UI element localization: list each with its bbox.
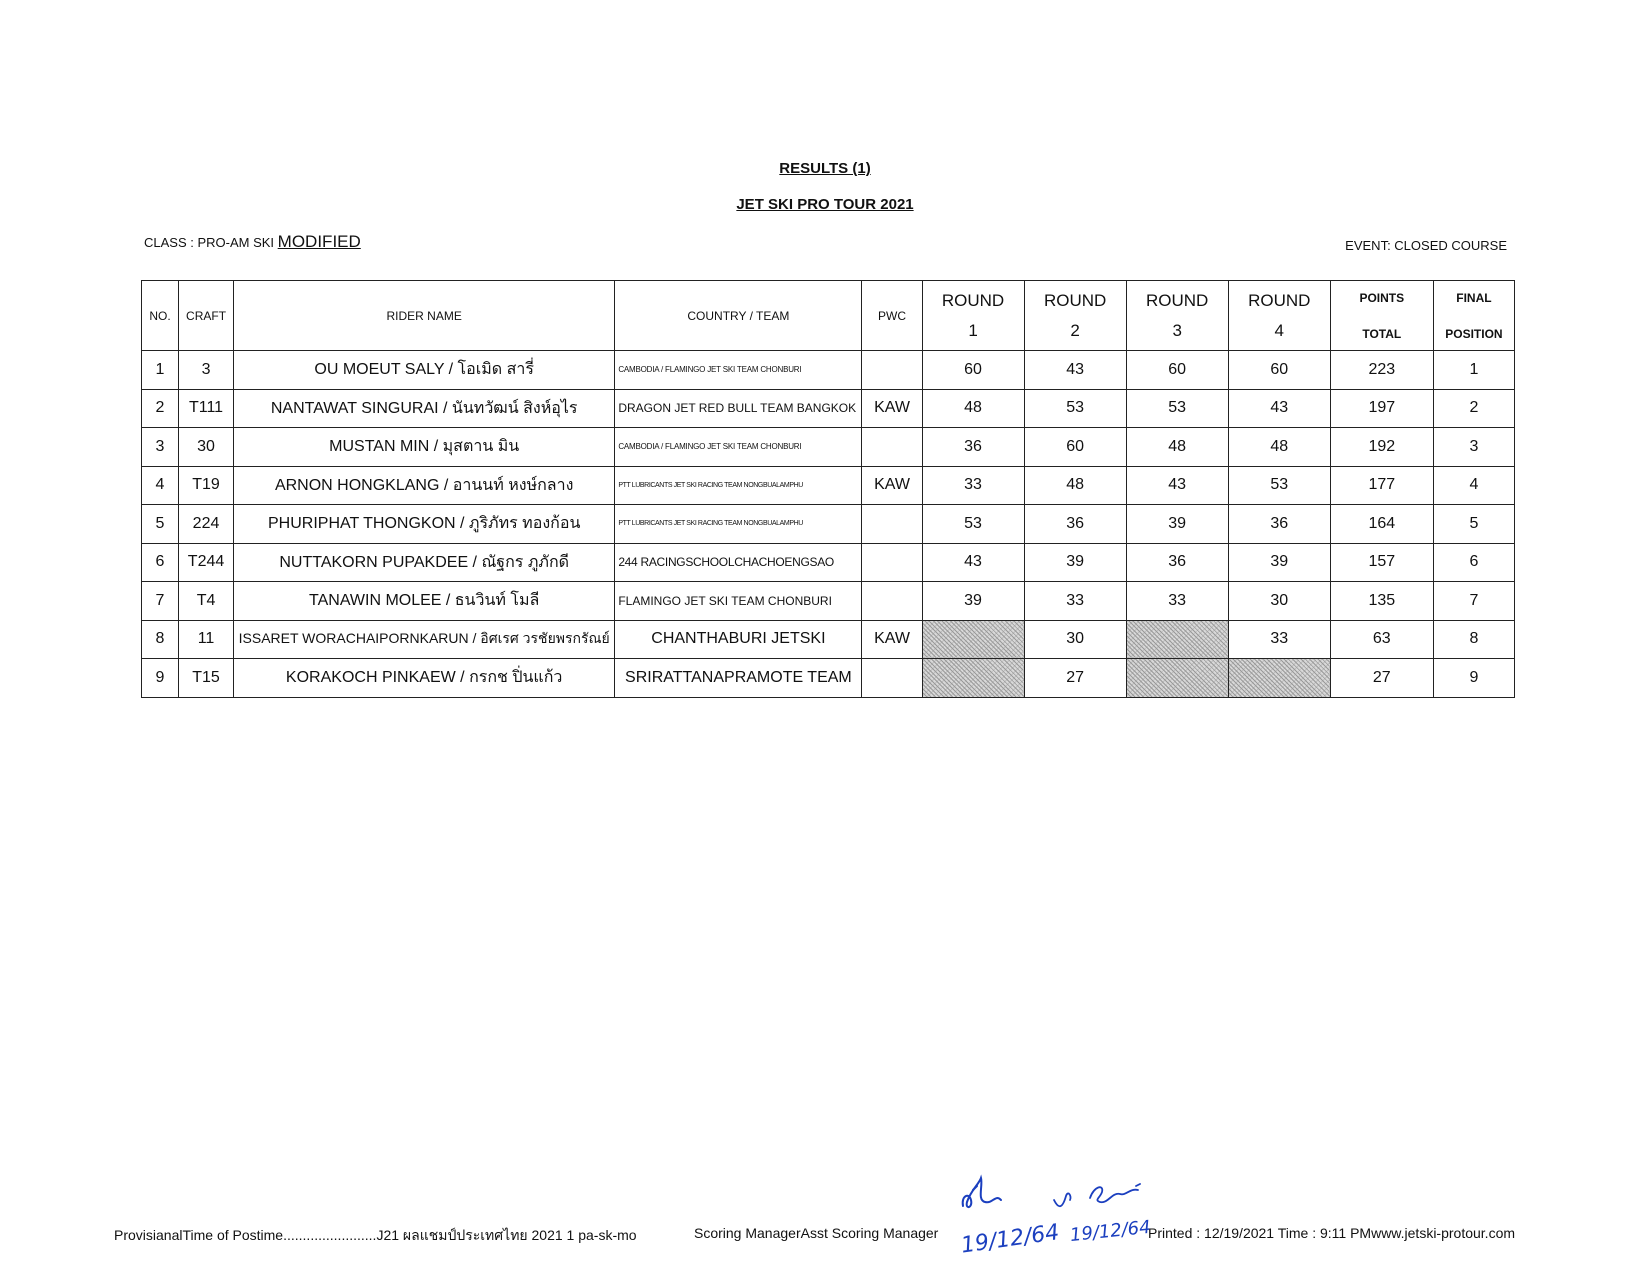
- cell-craft: T244: [179, 543, 234, 582]
- cell-rider-name: NUTTAKORN PUPAKDEE / ณัฐกร ภูภักดี: [234, 543, 615, 582]
- table-row: [142, 351, 1515, 390]
- header-round-4: ROUND 4: [1228, 281, 1330, 351]
- cell-round-1: 60: [922, 351, 1024, 390]
- cell-final-position: 4: [1433, 466, 1514, 505]
- cell-rider-name: NANTAWAT SINGURAI / นันทวัฒน์ สิงห์อุไร: [234, 389, 615, 428]
- cell-rider-name: ISSARET WORACHAIPORNKARUN / อิศเรศ วรชัยพรกรัณย์: [234, 620, 615, 659]
- cell-round-4: 43: [1228, 389, 1330, 428]
- cell-round-1: 43: [922, 543, 1024, 582]
- cell-craft: 224: [179, 505, 234, 544]
- cell-no: 1: [142, 351, 179, 390]
- cell-round-2: 30: [1024, 620, 1126, 659]
- header-country-team: COUNTRY / TEAM: [615, 281, 862, 351]
- cell-round-4: 53: [1228, 466, 1330, 505]
- table-row: [142, 505, 1515, 544]
- cell-points-total: 157: [1330, 543, 1433, 582]
- cell-round-2: 53: [1024, 389, 1126, 428]
- signature-asst-scoring-manager: [1050, 1178, 1160, 1248]
- cell-round-4-empty: [1228, 659, 1330, 698]
- cell-round-3: 60: [1126, 351, 1228, 390]
- page-title: RESULTS (1): [779, 160, 871, 177]
- cell-team: FLAMINGO JET SKI TEAM CHONBURI: [615, 582, 862, 621]
- cell-round-2: 48: [1024, 466, 1126, 505]
- event-label: EVENT: CLOSED COURSE: [1345, 238, 1507, 253]
- cell-no: 8: [142, 620, 179, 659]
- table-row: [142, 428, 1515, 467]
- cell-craft: T19: [179, 466, 234, 505]
- cell-craft: 3: [179, 351, 234, 390]
- cell-points-total: 135: [1330, 582, 1433, 621]
- cell-round-1-empty: [922, 659, 1024, 698]
- cell-team: DRAGON JET RED BULL TEAM BANGKOK: [615, 389, 862, 428]
- header-round-3: ROUND 3: [1126, 281, 1228, 351]
- cell-rider-name: OU MOEUT SALY / โอเมิด สารี่: [234, 351, 615, 390]
- results-table: [141, 280, 1515, 698]
- table-row: [142, 466, 1515, 505]
- cell-rider-name: KORAKOCH PINKAEW / กรกช ปิ่นแก้ว: [234, 659, 615, 698]
- cell-pwc: [862, 505, 922, 544]
- class-name: MODIFIED: [277, 232, 361, 251]
- cell-final-position: 3: [1433, 428, 1514, 467]
- cell-craft: T4: [179, 582, 234, 621]
- header-points-total: POINTS TOTAL: [1330, 281, 1433, 351]
- cell-craft: 11: [179, 620, 234, 659]
- table-row: [142, 389, 1515, 428]
- cell-round-1: 33: [922, 466, 1024, 505]
- cell-round-2: 39: [1024, 543, 1126, 582]
- cell-round-1: 53: [922, 505, 1024, 544]
- cell-points-total: 63: [1330, 620, 1433, 659]
- cell-team: CAMBODIA / FLAMINGO JET SKI TEAM CHONBURI: [615, 351, 862, 390]
- cell-craft: T15: [179, 659, 234, 698]
- cell-round-3-empty: [1126, 659, 1228, 698]
- cell-round-4: 33: [1228, 620, 1330, 659]
- cell-round-2: 60: [1024, 428, 1126, 467]
- cell-team: 244 RACINGSCHOOLCHACHOENGSAO: [615, 543, 862, 582]
- cell-points-total: 164: [1330, 505, 1433, 544]
- cell-team: PTT LUBRICANTS JET SKI RACING TEAM NONGBUALAMPHU: [615, 505, 862, 544]
- cell-pwc: [862, 543, 922, 582]
- cell-pwc: KAW: [862, 389, 922, 428]
- cell-no: 2: [142, 389, 179, 428]
- header-pwc: PWC: [862, 281, 922, 351]
- cell-no: 7: [142, 582, 179, 621]
- cell-round-3: 53: [1126, 389, 1228, 428]
- cell-final-position: 5: [1433, 505, 1514, 544]
- cell-points-total: 223: [1330, 351, 1433, 390]
- cell-round-2: 43: [1024, 351, 1126, 390]
- table-row: [142, 582, 1515, 621]
- event-series-title: JET SKI PRO TOUR 2021: [736, 196, 914, 213]
- cell-rider-name: PHURIPHAT THONGKON / ภูริภัทร ทองก้อน: [234, 505, 615, 544]
- cell-no: 6: [142, 543, 179, 582]
- cell-points-total: 197: [1330, 389, 1433, 428]
- cell-round-3: 39: [1126, 505, 1228, 544]
- table-row: [142, 543, 1515, 582]
- header-craft: CRAFT: [179, 281, 234, 351]
- cell-round-3: 43: [1126, 466, 1228, 505]
- cell-rider-name: MUSTAN MIN / มุสตาน มิน: [234, 428, 615, 467]
- cell-no: 5: [142, 505, 179, 544]
- cell-no: 9: [142, 659, 179, 698]
- class-prefix: CLASS : PRO-AM SKI: [144, 235, 275, 250]
- cell-final-position: 7: [1433, 582, 1514, 621]
- cell-no: 4: [142, 466, 179, 505]
- cell-pwc: [862, 351, 922, 390]
- cell-final-position: 6: [1433, 543, 1514, 582]
- cell-rider-name: ARNON HONGKLANG / อานนท์ หงษ์กลาง: [234, 466, 615, 505]
- cell-round-2: 27: [1024, 659, 1126, 698]
- cell-no: 3: [142, 428, 179, 467]
- cell-craft: T111: [179, 389, 234, 428]
- cell-points-total: 192: [1330, 428, 1433, 467]
- class-line: [144, 232, 361, 252]
- cell-team: PTT LUBRICANTS JET SKI RACING TEAM NONGBUALAMPHU: [615, 466, 862, 505]
- cell-round-3: 33: [1126, 582, 1228, 621]
- cell-round-4: 48: [1228, 428, 1330, 467]
- cell-round-2: 36: [1024, 505, 1126, 544]
- cell-pwc: [862, 582, 922, 621]
- table-row: [142, 659, 1515, 698]
- header-final-position: FINAL POSITION: [1433, 281, 1514, 351]
- header-rider-name: RIDER NAME: [234, 281, 615, 351]
- cell-round-4: 30: [1228, 582, 1330, 621]
- cell-round-1: 39: [922, 582, 1024, 621]
- cell-pwc: [862, 659, 922, 698]
- cell-round-1: 48: [922, 389, 1024, 428]
- cell-round-1: 36: [922, 428, 1024, 467]
- cell-final-position: 9: [1433, 659, 1514, 698]
- cell-team: CAMBODIA / FLAMINGO JET SKI TEAM CHONBURI: [615, 428, 862, 467]
- footer-printed: Printed : 12/19/2021 Time : 9:11 PMwww.jetski-protour.com: [1148, 1225, 1516, 1241]
- cell-pwc: KAW: [862, 466, 922, 505]
- cell-round-4: 60: [1228, 351, 1330, 390]
- signature-date-2: 19/12/64: [1069, 1216, 1152, 1247]
- table-row: [142, 620, 1515, 659]
- header-round-2: ROUND 2: [1024, 281, 1126, 351]
- header-no: NO.: [142, 281, 179, 351]
- signature-scoring-manager: [955, 1172, 1061, 1262]
- cell-team: CHANTHABURI JETSKI: [615, 620, 862, 659]
- cell-round-2: 33: [1024, 582, 1126, 621]
- cell-final-position: 8: [1433, 620, 1514, 659]
- footer-scoring-managers: Scoring ManagerAsst Scoring Manager: [694, 1225, 939, 1241]
- cell-round-3: 48: [1126, 428, 1228, 467]
- cell-points-total: 27: [1330, 659, 1433, 698]
- cell-round-1-empty: [922, 620, 1024, 659]
- cell-final-position: 1: [1433, 351, 1514, 390]
- cell-round-3: 36: [1126, 543, 1228, 582]
- cell-round-4: 36: [1228, 505, 1330, 544]
- footer-left: ProvisianalTime of Postime........................J21 ผลแชมป์ประเทศไทย 2021 1 pa-sk-mo: [114, 1227, 637, 1243]
- cell-team: SRIRATTANAPRAMOTE TEAM: [615, 659, 862, 698]
- cell-rider-name: TANAWIN MOLEE / ธนวินท์ โมลี: [234, 582, 615, 621]
- signature-date-1: 19/12/64: [959, 1220, 1061, 1259]
- header-round-1: ROUND 1: [922, 281, 1024, 351]
- cell-points-total: 177: [1330, 466, 1433, 505]
- cell-final-position: 2: [1433, 389, 1514, 428]
- cell-round-4: 39: [1228, 543, 1330, 582]
- cell-round-3-empty: [1126, 620, 1228, 659]
- cell-pwc: [862, 428, 922, 467]
- header-row: [142, 281, 1515, 351]
- cell-pwc: KAW: [862, 620, 922, 659]
- cell-craft: 30: [179, 428, 234, 467]
